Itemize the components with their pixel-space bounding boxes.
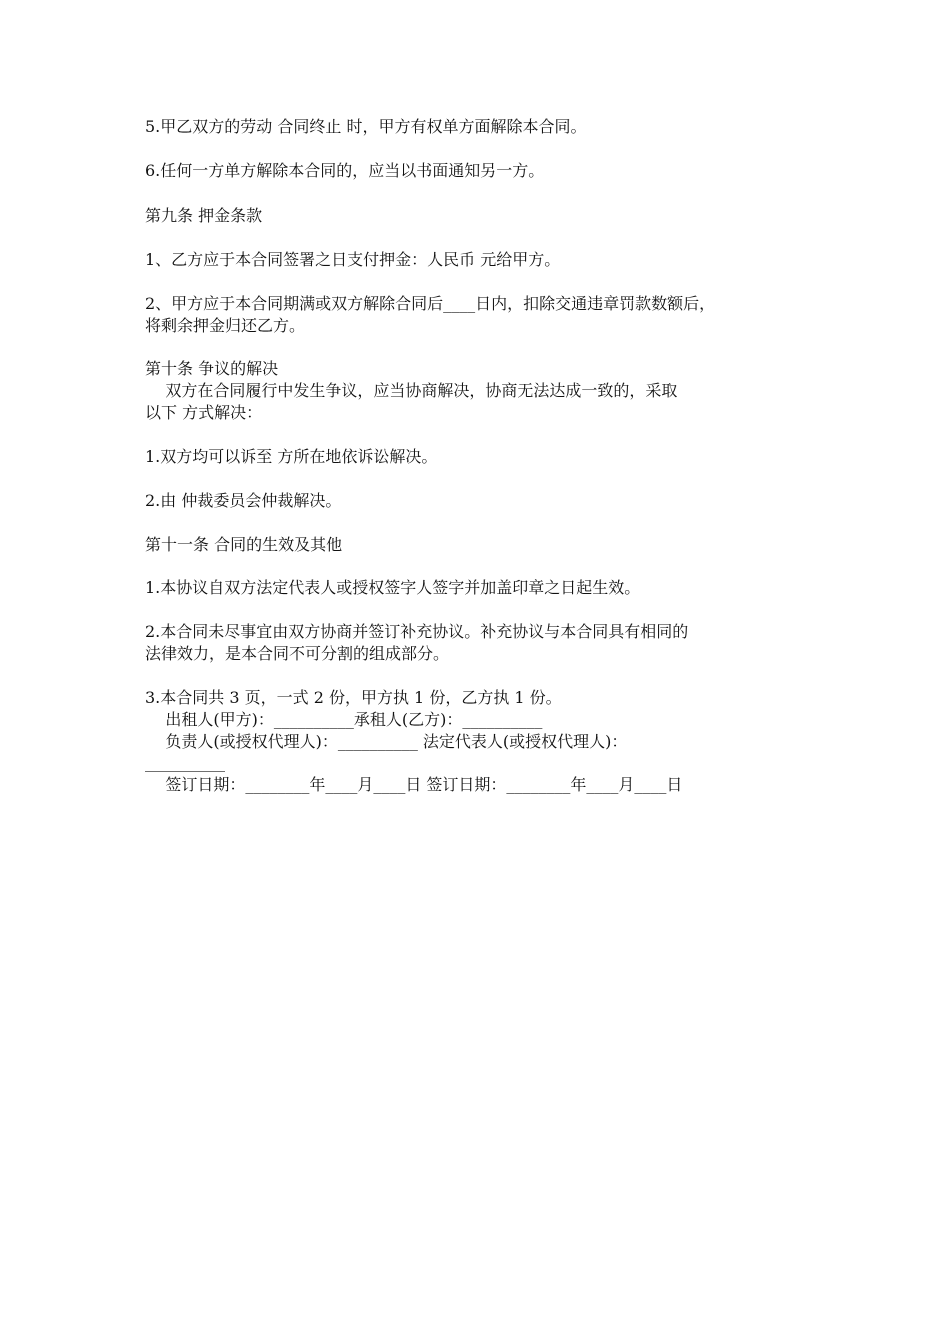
signature-representatives-line: 负责人(或授权代理人)：__________ 法定代表人(或授权代理人)： bbox=[145, 732, 628, 751]
clause-9-heading: 第九条 押金条款 bbox=[145, 206, 263, 225]
clause-10-intro-line-2: 以下 方式解决： bbox=[145, 403, 263, 422]
clause-10-item-2: 2.由 仲裁委员会仲裁解决。 bbox=[145, 491, 342, 510]
clause-9-item-2-line-2: 将剩余押金归还乙方。 bbox=[145, 316, 306, 335]
signing-date-line: 签订日期：________年____月____日 签订日期：________年____月____日 bbox=[145, 775, 683, 794]
clause-8-item-5: 5.甲乙双方的劳动 合同终止 时，甲方有权单方面解除本合同。 bbox=[145, 117, 587, 136]
clause-8-item-6: 6.任何一方单方解除本合同的，应当以书面通知另一方。 bbox=[145, 161, 545, 180]
clause-11-item-2-line-2: 法律效力，是本合同不可分割的组成部分。 bbox=[145, 644, 450, 663]
signature-parties-line: 出租人(甲方)：__________承租人(乙方)：__________ bbox=[145, 710, 543, 729]
clause-11-item-2-line-1: 2.本合同未尽事宜由双方协商并签订补充协议。补充协议与本合同具有相同的 bbox=[145, 622, 689, 641]
clause-10-heading: 第十条 争议的解决 bbox=[145, 359, 279, 378]
clause-10-item-1: 1.双方均可以诉至 方所在地依诉讼解决。 bbox=[145, 447, 438, 466]
clause-10-intro-line-1: 双方在合同履行中发生争议，应当协商解决，协商无法达成一致的，采取 bbox=[145, 381, 678, 400]
clause-11-item-1: 1.本协议自双方法定代表人或授权签字人签字并加盖印章之日起生效。 bbox=[145, 578, 641, 597]
clause-9-item-2-line-1: 2、甲方应于本合同期满或双方解除合同后____日内，扣除交通违章罚款数额后， bbox=[145, 294, 716, 313]
signature-blank-line: __________ bbox=[145, 753, 225, 772]
clause-11-item-3: 3.本合同共 3 页，一式 2 份，甲方执 1 份，乙方执 1 份。 bbox=[145, 688, 562, 707]
clause-11-heading: 第十一条 合同的生效及其他 bbox=[145, 535, 343, 554]
clause-9-item-1: 1、乙方应于本合同签署之日支付押金：人民币 元给甲方。 bbox=[145, 250, 561, 269]
